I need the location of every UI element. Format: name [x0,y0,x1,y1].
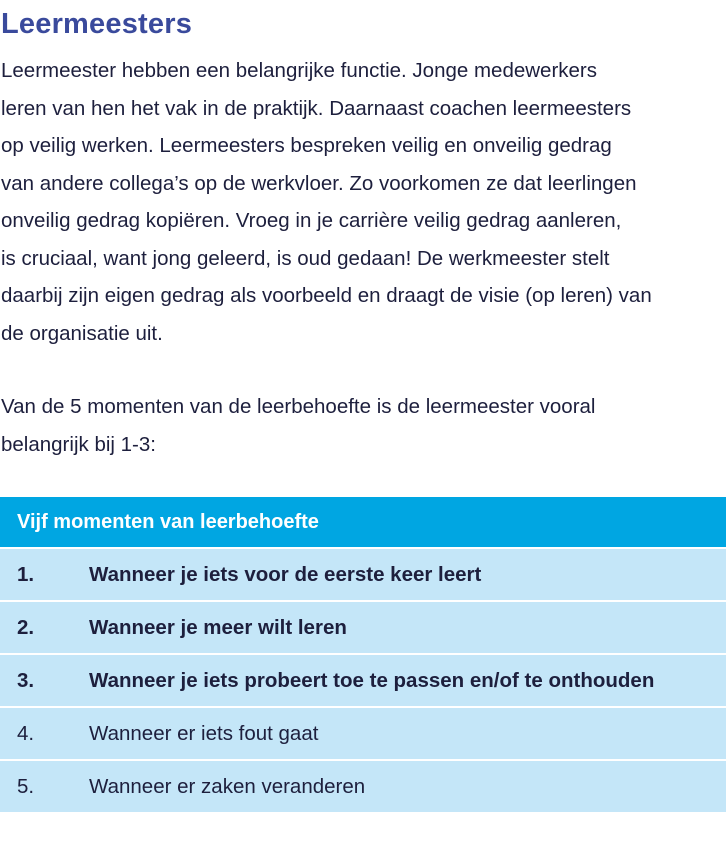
paragraph-line: van andere collega’s op de werkvloer. Zo voorkomen ze dat leerlingen [1,171,637,195]
table-row [0,549,726,602]
paragraph-line: is cruciaal, want jong geleerd, is oud gedaan! De werkmeester stelt [1,246,610,270]
row-number: 5. [17,774,35,798]
row-text: Wanneer je iets probeert toe te passen en/of te onthouden [89,668,655,692]
paragraph-line: Van de 5 momenten van de leerbehoefte is de leermeester vooral [1,395,596,418]
paragraph-line: leren van hen het vak in de praktijk. Daarnaast coachen leermeesters [1,96,632,120]
row-text: Wanneer je meer wilt leren [89,615,347,639]
row-text: Wanneer er iets fout gaat [89,721,319,745]
intro-paragraph [1,52,725,352]
table-row [0,602,726,655]
paragraph-line: Leermeester hebben een belangrijke functie. Jonge medewerkers [1,59,598,82]
row-number: 2. [17,615,35,639]
page-title: Leermeesters [1,8,193,40]
row-text: Wanneer er zaken veranderen [89,774,366,798]
table-header-label: Vijf momenten van leerbehoefte [17,510,319,533]
row-number: 4. [17,721,35,745]
paragraph-line: onveilig gedrag kopiëren. Vroeg in je carrière veilig gedrag aanleren, [1,209,622,232]
table-row [0,761,726,814]
row-text: Wanneer je iets voor de eerste keer leert [89,562,482,586]
table-header [0,497,726,549]
paragraph-line: op veilig werken. Leermeesters bespreken veilig en onveilig gedrag [1,134,612,157]
moments-intro-paragraph [1,388,725,463]
table-row [0,708,726,761]
row-number: 1. [17,562,35,586]
paragraph-line: de organisatie uit. [1,321,163,345]
row-number: 3. [17,668,35,692]
paragraph-line: daarbij zijn eigen gedrag als voorbeeld en draagt de visie (op leren) van [1,284,652,307]
table-row [0,655,726,708]
learning-moments-table [0,497,726,814]
paragraph-line: belangrijk bij 1-3: [1,432,156,456]
